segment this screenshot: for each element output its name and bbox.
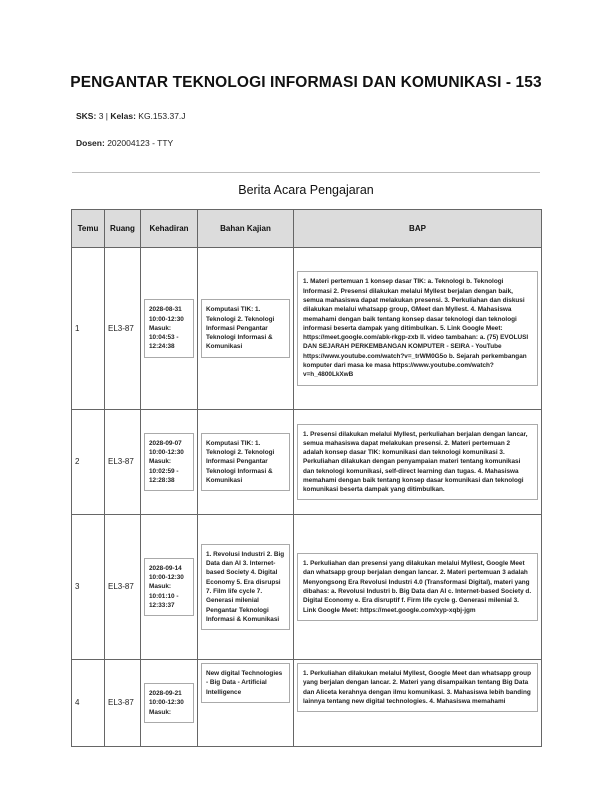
cell-temu: 1 xyxy=(72,248,105,410)
section-title: Berita Acara Pengajaran xyxy=(238,183,374,197)
cell-kehadiran xyxy=(141,660,198,747)
cell-bahan-kajian xyxy=(198,515,294,660)
header-kehadiran: Kehadiran xyxy=(141,210,198,248)
cell-bap xyxy=(294,248,542,410)
cell-bap xyxy=(294,410,542,515)
header-bahan-kajian: Bahan Kajian xyxy=(198,210,294,248)
dosen-value: 202004123 - TTY xyxy=(107,138,174,148)
header-bap: BAP xyxy=(294,210,542,248)
course-title: PENGANTAR TEKNOLOGI INFORMASI DAN KOMUNIKASI - 153 xyxy=(70,74,542,91)
kehadiran-box: 2028-08-31 10:00-12:30 Masuk: 10:04:53 - 12:24:38 xyxy=(144,299,194,357)
cell-bap xyxy=(294,660,542,747)
table-row xyxy=(72,248,542,410)
kehadiran-box: 2028-09-14 10:00-12:30 Masuk: 10:01:10 - 12:33:37 xyxy=(144,558,194,616)
cell-ruang: EL3-87 xyxy=(105,660,141,747)
cell-bahan-kajian xyxy=(198,248,294,410)
bap-box: 1. Perkuliahan dan presensi yang dilakukan melalui Myllest, Google Meet dan whatsapp group berjalan dengan lancar. 2. Materi pertemuan 3 adalah Menyongsong Era Revolusi Industri 4.0 (Transformasi Digital), materi yang dibahas: a. Revolusi Industri b. Big Data dan AI c. Internet-based Society d. Digital Economy e. Era disruptif f. Firm life cycle g. Generasi milenial 3. Link Google Meet: https://meet.google.com/xyp-xqbj-jgm xyxy=(297,553,538,621)
bahan-box: Komputasi TIK: 1. Teknologi 2. Teknologi Informasi Pengantar Teknologi Informasi & Komunikasi xyxy=(201,299,290,357)
header-temu: Temu xyxy=(72,210,105,248)
cell-bahan-kajian xyxy=(198,660,294,747)
bahan-box: 1. Revolusi Industri 2. Big Data dan AI 3. Internet-based Society 4. Digital Economy 5. Era disrupsi 7. Film life cycle 7. Generasi milenial Pengantar Teknologi Informasi & Komunikasi xyxy=(201,544,290,630)
cell-temu: 3 xyxy=(72,515,105,660)
bap-table xyxy=(71,209,542,747)
bahan-box: Komputasi TIK: 1. Teknologi 2. Teknologi Informasi Pengantar Teknologi Informasi & Komunikasi xyxy=(201,433,290,491)
table-row xyxy=(72,660,542,747)
course-meta-line xyxy=(76,111,186,121)
cell-ruang: EL3-87 xyxy=(105,248,141,410)
kehadiran-box: 2028-09-21 10:00-12:30 Masuk: xyxy=(144,683,194,723)
cell-kehadiran xyxy=(141,410,198,515)
lecturer-line xyxy=(76,138,173,148)
bahan-box: New digital Technologies - Big Data - Artificial Intelligence xyxy=(201,663,290,703)
bap-box: 1. Materi pertemuan 1 konsep dasar TIK: a. Teknologi b. Teknologi Informasi 2. Presensi dilakukan melalui Myllest berjalan dengan baik, semua mahasiswa dapat melakukan presensi. 3. Perkuliahan dan diskusi dilakukan melalui whatsapp group, GMeet dan Myllest. 4. Mahasiswa memahami dengan baik tentang konsep dasar teknologi dan teknologi informasi beserta dampak yang ditimbulkan. 5. Link Google Meet: https://meet.google.com/abk-rkgp-zxb II. video tambahan: a. (75) EVOLUSI DAN SEJARAH PERKEMBANGAN KOMPUTER - SEIRA - YouTube https://www.youtube.com/watch?v=_trWM0G5o b. Sejarah perkembangan komputer dari masa ke masa https://www.youtube.com/watch?v=h_4800LkXwB xyxy=(297,271,538,385)
table-row xyxy=(72,515,542,660)
kehadiran-box: 2028-09-07 10:00-12:30 Masuk: 10:02:59 - 12:28:38 xyxy=(144,433,194,491)
meta-separator: | xyxy=(105,111,109,121)
cell-temu: 2 xyxy=(72,410,105,515)
cell-ruang: EL3-87 xyxy=(105,515,141,660)
table-header-row xyxy=(72,210,542,248)
cell-kehadiran xyxy=(141,515,198,660)
cell-ruang: EL3-87 xyxy=(105,410,141,515)
sks-value: 3 xyxy=(98,111,104,121)
bap-box: 1. Presensi dilakukan melalui Myllest, perkuliahan berjalan dengan lancar, semua mahasiswa dapat melakukan presensi. 2. Materi pertemuan 2 adalah konsep dasar TIK: komunikasi dan teknologi komunikasi 3. Perkuliahan dilakukan dengan penyampaian materi tentang komunikasi dan teknologi komunikasi, self-direct learning dan tugas. 4. Mahasiswa memahami dengan baik tentang konsep dasar komunikasi dan teknologi komunikasi beserta dampak yang ditimbulkan. xyxy=(297,424,538,501)
bap-box: 1. Perkuliahan dilakukan melalui Myllest, Google Meet dan whatsapp group yang berjalan dengan lancar. 2. Materi yang disampaikan tentang Big Data dan Aliceta kerahnya dengan ilmu komunikasi. 3. Mahasiswa lebih banding lainnya tentang new digital technologies. 4. Mahasiswa memahami xyxy=(297,663,538,712)
cell-temu: 4 xyxy=(72,660,105,747)
cell-bap xyxy=(294,515,542,660)
kelas-label: Kelas: xyxy=(110,111,136,121)
header-ruang: Ruang xyxy=(105,210,141,248)
dosen-label: Dosen: xyxy=(76,138,105,148)
sks-label: SKS: xyxy=(76,111,97,121)
cell-kehadiran xyxy=(141,248,198,410)
divider-line xyxy=(72,172,540,173)
cell-bahan-kajian xyxy=(198,410,294,515)
table-row xyxy=(72,410,542,515)
kelas-value: KG.153.37.J xyxy=(138,111,186,121)
